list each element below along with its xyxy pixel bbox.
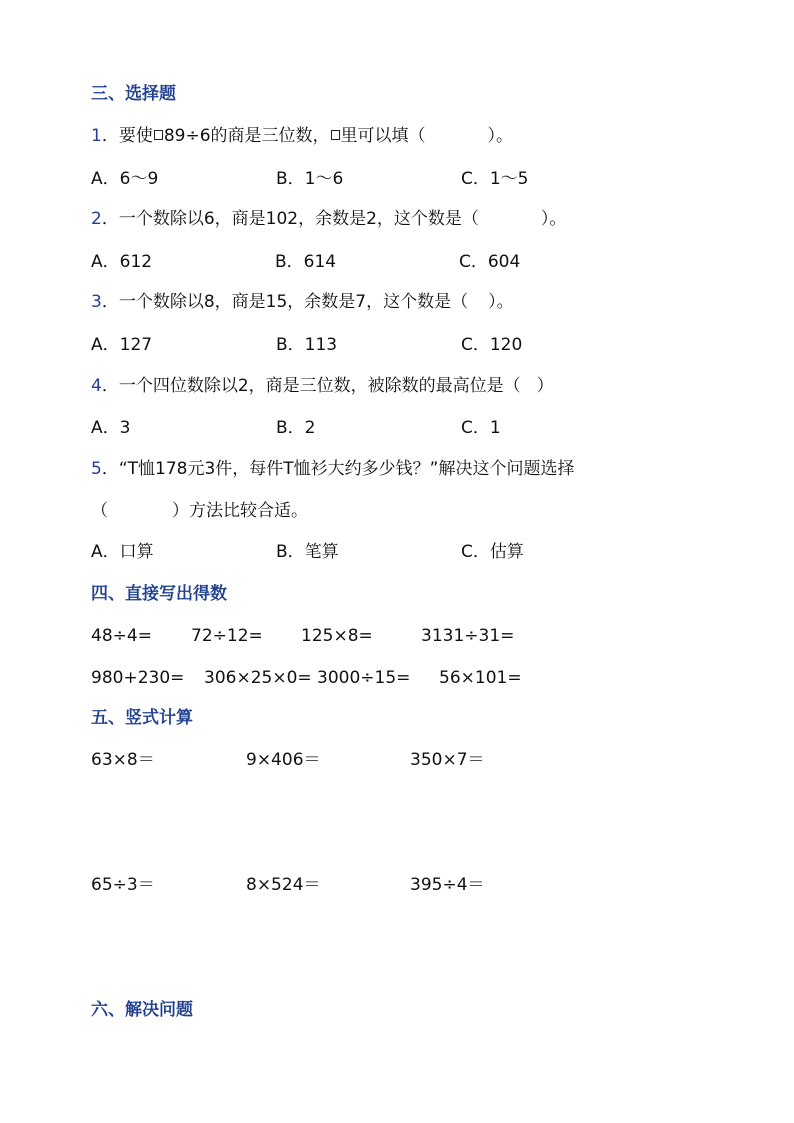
question-end: ）方法比较合适。 (172, 501, 308, 521)
question-3 (91, 292, 514, 312)
option-c[interactable]: C．1 (461, 418, 501, 438)
blank-box-icon (154, 130, 163, 140)
question-number: 4 (91, 376, 102, 396)
question-4 (91, 376, 554, 396)
question-number: 3 (91, 292, 102, 312)
question-end: ） (536, 376, 554, 396)
question-text: ．一个数除以8，商是15，余数是7，这个数是（ (101, 292, 469, 312)
oral-problem: 980+230= (91, 668, 185, 688)
option-a[interactable]: A．6～9 (91, 169, 159, 189)
option-b[interactable]: B．笔算 (276, 542, 339, 562)
question-text: 89÷6的商是三位数， (163, 126, 330, 146)
question-5 (91, 459, 574, 479)
option-b[interactable]: B．2 (276, 418, 316, 438)
question-1 (91, 126, 513, 146)
paren-open: （ (91, 501, 108, 521)
section-heading-problems: 六、解决问题 (91, 1000, 193, 1020)
section-heading-oral: 四、直接写出得数 (91, 584, 227, 604)
question-text: ．“T恤178元3件，每件T恤衫大约多少钱？”解决这个问题选择 (101, 459, 575, 479)
oral-problem: 3131÷31= (421, 626, 515, 646)
question-text-pre: ．要使 (101, 126, 153, 146)
question-text: ．一个四位数除以2，商是三位数，被除数的最高位是（ (101, 376, 521, 396)
question-5-line-2 (91, 501, 308, 521)
option-b[interactable]: B．614 (275, 252, 337, 272)
option-b[interactable]: B．1～6 (276, 169, 344, 189)
section-heading-vertical: 五、竖式计算 (91, 708, 193, 728)
option-c[interactable]: C．估算 (461, 542, 524, 562)
vertical-problem: 8×524＝ (246, 875, 321, 895)
blank-box-icon (331, 130, 340, 140)
option-a[interactable]: A．127 (91, 335, 153, 355)
option-a[interactable]: A．口算 (91, 542, 154, 562)
oral-problem: 72÷12= (191, 626, 263, 646)
oral-problem: 306×25×0= (204, 668, 312, 688)
vertical-problem: 395÷4＝ (410, 875, 485, 895)
question-number: 1 (91, 126, 102, 146)
vertical-problem: 65÷3＝ (91, 875, 155, 895)
question-2 (91, 209, 566, 229)
question-text: ．一个数除以6，商是102，余数是2，这个数是（ (101, 209, 479, 229)
question-text-2: 里可以填（ (340, 126, 426, 146)
section-heading-choice: 三、选择题 (91, 84, 176, 104)
oral-problem: 3000÷15= (317, 668, 411, 688)
question-number: 5 (91, 459, 102, 479)
option-b[interactable]: B．113 (276, 335, 338, 355)
vertical-problem: 350×7＝ (410, 750, 485, 770)
question-number: 2 (91, 209, 102, 229)
option-c[interactable]: C．1～5 (461, 169, 529, 189)
vertical-problem: 9×406＝ (246, 750, 321, 770)
question-end: ）。 (540, 209, 567, 229)
option-a[interactable]: A．612 (91, 252, 153, 272)
question-end: ）。 (487, 126, 514, 146)
oral-problem: 56×101= (439, 668, 522, 688)
vertical-problem: 63×8＝ (91, 750, 155, 770)
option-c[interactable]: C．604 (459, 252, 521, 272)
option-c[interactable]: C．120 (461, 335, 523, 355)
oral-problem: 125×8= (301, 626, 373, 646)
question-end: ）。 (488, 292, 514, 312)
option-a[interactable]: A．3 (91, 418, 131, 438)
oral-problem: 48÷4= (91, 626, 152, 646)
